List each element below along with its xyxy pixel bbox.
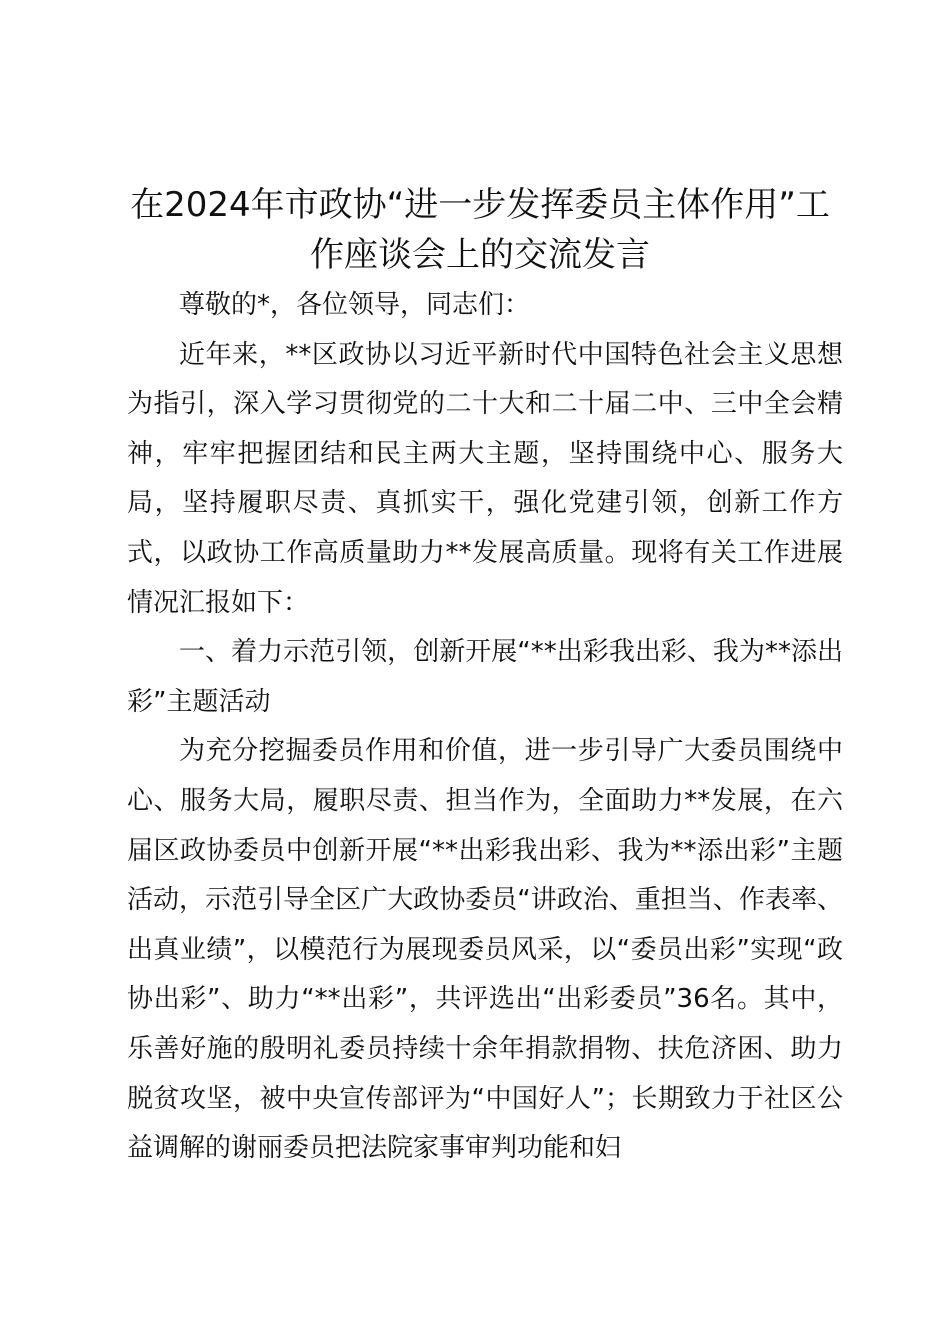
document-title: 在2024年市政协“进一步发挥委员主体作用”工作座谈会上的交流发言 [130, 185, 830, 275]
salutation: 尊敬的*，各位领导，同志们： [179, 290, 531, 320]
paragraph-section-1: 为充分挖掘委员作用和价值，进一步引导广大委员围绕中心、服务大局，履职尽责、担当作为，全面助力**发展，在六届区政协委员中创新开展“**出彩我出彩、我为**添出彩”主题活动，示范引导全区广大政协委员“讲政治、重担当、作表率、出真业绩”，以模范行为展现委员风采，以“委员出彩”实现“政协出彩”、助力“**出彩”，共评选出“出彩委员”36名。其中，乐善好施的殷明礼委员持续十余年捐款捐物、扶危济困、助力脱贫攻坚，被中央宣传部评为“中国好人”；长期致力于社区公益调解的谢丽委员把法院家事审判功能和妇 [127, 736, 843, 1164]
section-heading-1: 一、着力示范引领，创新开展“**出彩我出彩、我为**添出彩”主题活动 [127, 637, 843, 717]
document-body [127, 281, 843, 1174]
paragraph-intro: 近年来，**区政协以习近平新时代中国特色社会主义思想为指引，深入学习贯彻党的二十大和二十届二中、三中全会精神，牢牢把握团结和民主两大主题，坚持围绕中心、服务大局，坚持履职尽责、真抓实干，强化党建引领，创新工作方式，以政协工作高质量助力**发展高质量。现将有关工作进展情况汇报如下： [127, 339, 843, 618]
